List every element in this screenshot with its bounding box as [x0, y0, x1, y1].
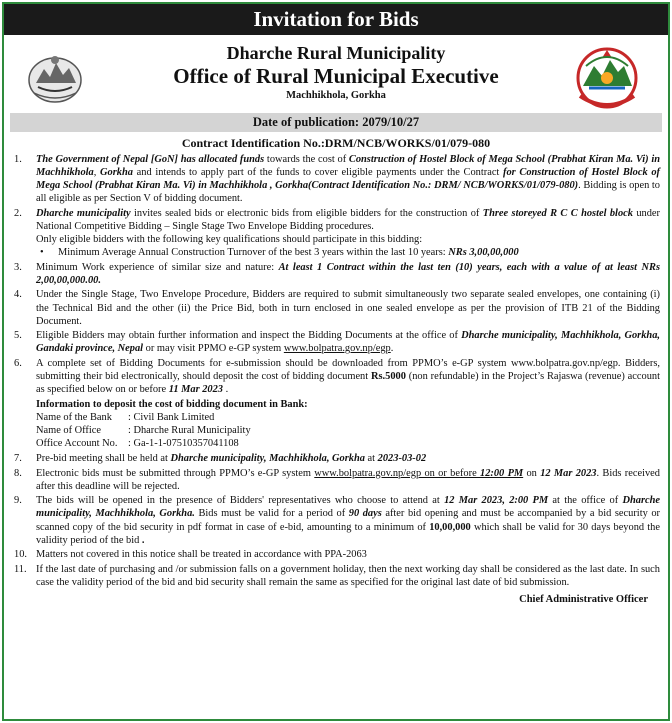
clause-text: Under the Single Stage, Two Envelope Procedure, Bidders are required to submit simultaneously two separate sealed envelopes, one containing (i) the Technical Bid and the other (ii) the Price Bid, both in turn enclosed in one sealed envelope as per the provision of ITB 21 of the Bidding Document.	[36, 289, 660, 327]
clause-text: at the office of	[548, 495, 623, 507]
clause-text: Dharche municipality	[36, 207, 131, 219]
clause-text: and intends to apply part of the funds to cover eligible payments under the Contract	[132, 167, 504, 179]
bank-value: : Dharche Rural Municipality	[128, 425, 251, 437]
clause-text: under National Competitive Bidding – Single Stage Two Envelope Bidding procedures.	[36, 207, 660, 232]
publication-date: Date of publication: 2079/10/27	[10, 113, 662, 132]
clause-text: .	[141, 534, 145, 546]
clause-text: Matters not covered in this notice shall be treated in accordance with PPA-2063	[36, 549, 367, 561]
clause-number: 10.	[14, 549, 27, 561]
office-name: Office of Rural Municipal Executive	[173, 64, 499, 88]
signature: Chief Administrative Officer	[519, 594, 648, 605]
clause-1	[14, 153, 660, 205]
clause-text: Minimum Average Annual Construction Turnover of the best 3 years within the last 10 years:	[58, 247, 449, 259]
bank-row	[36, 437, 660, 450]
clause-text: Pre-bid meeting shall be held at	[36, 453, 171, 465]
clause-text: .	[390, 343, 394, 355]
clause-text: The bids will be opened in the presence of Bidders' representatives who choose to attend at	[36, 495, 445, 507]
clause-text: at	[364, 453, 378, 465]
egp-link[interactable]: www.bolpatra.gov.np/egp	[283, 343, 391, 355]
prebid-date: 2023-03-02	[377, 453, 427, 465]
clause-text: Electronic bids must be submitted through PPMO’s e-GP system	[36, 467, 315, 479]
contract-identification: Contract Identification No.:DRM/NCB/WORKS/01/079-080	[181, 136, 491, 150]
clause-text: A complete set of Bidding Documents for e-submission should be downloaded from PPMO’s e-GP system www.bolpatra.gov.np/egp. Bidders, submitting their bid electronically, should deposit the cost of bidding document	[36, 357, 660, 382]
header	[4, 35, 668, 110]
dharche-municipality-emblem-icon	[572, 46, 642, 110]
clause-number: 3.	[14, 261, 22, 273]
clause-number: 7.	[14, 453, 22, 465]
clause-10	[14, 548, 660, 561]
clause-text: Dharche municipality, Machhikhola, Gorkha.	[36, 495, 661, 520]
bullet-icon: •	[40, 247, 44, 259]
bank-row	[36, 424, 660, 437]
egp-link[interactable]: www.bolpatra.gov.np/egp on or before	[314, 467, 481, 479]
clause-text: or may visit PPMO e-GP system	[143, 343, 284, 355]
bank-key: Name of the Bank	[36, 412, 112, 424]
clause-text: At least 1 Contract within the last ten (10) years, each with a value of at least NRs 2,00,00,000.00.	[36, 261, 661, 286]
clause-2	[14, 207, 660, 259]
clause-number: 9.	[14, 495, 22, 507]
clause-text: .	[223, 384, 229, 396]
clause-text: Bids must be valid for a period of	[194, 508, 349, 520]
clause-8	[14, 467, 660, 493]
clause-number: 4.	[14, 289, 22, 301]
bank-key: Office Account No.	[36, 438, 118, 450]
clause-text: . Bidding is open to all eligible as per Section V of bidding document.	[36, 180, 660, 205]
validity-period: 90 days	[348, 508, 382, 520]
clause-text: Eligible Bidders may obtain further information and inspect the Bidding Documents at the office of	[36, 330, 462, 342]
deadline-date: 12 Mar 2023	[540, 467, 597, 479]
clause-number: 2.	[14, 207, 22, 219]
clause-number: 8.	[14, 467, 22, 479]
clause-number: 11.	[14, 563, 27, 575]
bank-key: Name of Office	[36, 425, 102, 437]
bid-security-amount: 10,00,000	[429, 521, 471, 533]
notice-frame	[2, 2, 670, 721]
clause-text: (non refundable) in the Project’s Rajaswa (revenue) account as specified below on or before	[36, 371, 660, 396]
qualification-intro: Only eligible bidders with the following key qualifications should participate in this bidding:	[36, 234, 423, 246]
clause-text: which shall be valid for 30 days beyond the validity period of the bid	[36, 521, 660, 546]
deadline-time: 12:00 PM	[480, 467, 524, 479]
banner-title: Invitation for Bids	[4, 4, 668, 35]
clause-number: 6.	[14, 357, 22, 369]
clause-text: on	[523, 467, 541, 479]
notice-body	[4, 151, 668, 606]
location: Machhikhola, Gorkha	[286, 90, 386, 101]
document-cost: Rs.5000	[370, 371, 406, 382]
clause-text: Construction of Hostel Block of Mega School (Prabhat Kiran Ma. Vi) in Machhikhola	[36, 154, 660, 179]
clause-number: 1.	[14, 154, 22, 165]
opening-datetime: 12 Mar 2023, 2:00 PM	[444, 495, 549, 507]
clause-text: Three storeyed R C C hostel block	[482, 207, 633, 219]
clause-7	[14, 452, 660, 465]
clause-text: after bid opening and must be accompanied by a bid security or scanned copy of the bid security in pdf format in case of e-bid, amounting to a minimum of	[36, 508, 661, 533]
clause-text: Gorkha	[100, 167, 133, 179]
clause-5	[14, 329, 660, 355]
org-name: Dharche Rural Municipality	[226, 43, 446, 63]
clause-text: invites sealed bids or electronic bids from eligible bidders for the construction of	[130, 207, 483, 219]
nepal-government-emblem-icon	[26, 53, 84, 103]
clause-text: The Government of Nepal [GoN] has allocated funds	[36, 154, 265, 165]
bank-row	[36, 411, 660, 424]
clause-6	[14, 357, 660, 451]
clause-3	[14, 261, 660, 287]
clause-text: towards the cost of	[264, 154, 349, 165]
clause-9	[14, 494, 660, 546]
deposit-deadline: 11 Mar 2023	[168, 384, 224, 396]
clause-text: Dharche municipality, Machhikhola, Gorkha, Gandaki province, Nepal	[36, 330, 660, 355]
clause-text: for Construction of Hostel Block of Mega School (Prabhat Kiran Ma. Vi) in Machhikhola , Gorkha(Contract Identification No.: DRM/ NCB/WORKS/01/079-080)	[36, 167, 661, 192]
bank-info-heading: Information to deposit the cost of bidding document in Bank:	[36, 399, 308, 411]
clause-text: ,	[93, 167, 101, 179]
clause-text: Dharche municipality, Machhikhola, Gorkha	[170, 453, 365, 465]
clause-11	[14, 563, 660, 589]
turnover-amount: NRs 3,00,00,000	[448, 247, 519, 259]
qualification-bullet	[40, 246, 660, 259]
clause-text: If the last date of purchasing and /or submission falls on a government holiday, then the next working day shall be considered as the last date. In such case the validity period of the bid and bid security shall remain the same as specified for the original last date of bid submission.	[36, 563, 660, 588]
clause-number: 5.	[14, 330, 22, 342]
bank-value: : Ga-1-1-07510357041108	[128, 438, 239, 450]
clause-4	[14, 288, 660, 327]
bank-value: : Civil Bank Limited	[128, 412, 215, 424]
clause-text: . Bids received after this deadline will be rejected.	[36, 467, 660, 492]
clause-text: Minimum Work experience of similar size and nature:	[36, 261, 279, 273]
